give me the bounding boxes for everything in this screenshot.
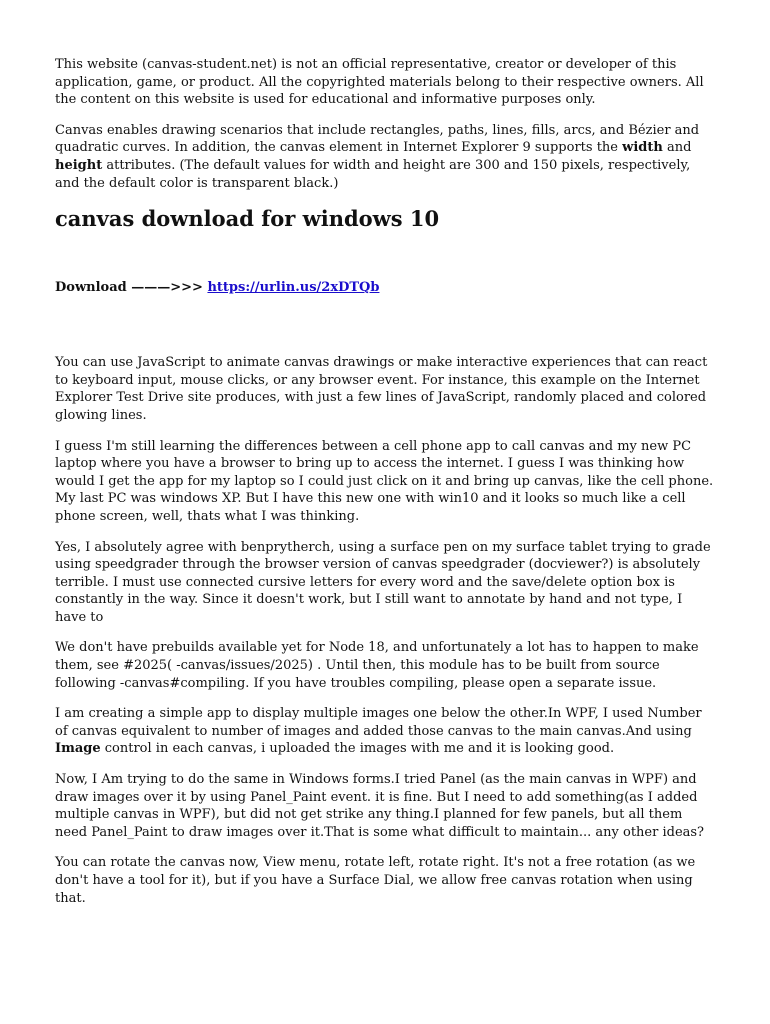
intro-bold-width: width <box>622 140 663 156</box>
body-paragraph-4: We don't have prebuilds available yet for Node 18, and unfortunately a lot has to happen to make them, see #2025( -canvas/issues/2025) . Until then, this module has to be built from source following -canvas#compiling. If you have troubles compiling, please open a separate issue. <box>55 640 699 691</box>
intro-text-3: attributes. (The default values for width and height are 300 and 150 pixels, respectively, and the default color is transparent black.) <box>55 157 691 191</box>
intro-text-2: and <box>662 140 692 156</box>
spacer <box>55 297 715 354</box>
document-page <box>55 56 715 920</box>
disclaimer-paragraph: This website (canvas-student.net) is not an official representative, creator or developer of this application, game, or product. All the copyrighted materials belong to their respective owners. All the content on this website is used for educational and informative purposes only. <box>55 57 704 108</box>
intro-bold-height: height <box>55 157 103 173</box>
body-paragraph-7: You can rotate the canvas now, View menu, rotate left, rotate right. It's not a free rotation (as we don't have a tool for it), but if you have a Surface Dial, we allow free canvas rotation when using that. <box>55 855 696 906</box>
download-label: Download ———>>> <box>55 280 208 296</box>
p5-bold-image: Image <box>55 741 101 757</box>
body-paragraph-3: Yes, I absolutely agree with benprytherch, using a surface pen on my surface tablet trying to grade using speedgrader through the browser version of canvas speedgrader (docviewer?) is absolutely terrible. I must use connected cursive letters for every word and the save/delete option box is constantly in the way. Since it doesn't work, but I still want to annotate by hand and not type, I have to <box>55 539 711 625</box>
body-paragraph-1: You can use JavaScript to animate canvas drawings or make interactive experiences that can react to keyboard input, mouse clicks, or any browser event. For instance, this example on the Internet Explorer Test Drive site produces, with just a few lines of JavaScript, randomly placed and colored glowing lines. <box>55 355 708 423</box>
p5-text-2: control in each canvas, i uploaded the images with me and it is looking good. <box>100 741 615 757</box>
download-line <box>55 279 715 297</box>
p5-text-1: I am creating a simple app to display multiple images one below the other.In WPF, I used Number of canvas equivalent to number of images and added those canvas to the main canvas.And using <box>55 706 702 739</box>
download-link[interactable]: https://urlin.us/2xDTQb <box>207 280 380 296</box>
body-paragraph-6: Now, I Am trying to do the same in Windows forms.I tried Panel (as the main canvas in WPF) and draw images over it by using Panel_Paint event. it is fine. But I need to add something(as I added multiple canvas in WPF), but did not get strike any thing.I planned for few panels, but all them need Panel_Paint to draw images over it.That is some what difficult to maintain... any other ideas? <box>55 772 705 840</box>
page-heading: canvas download for windows 10 <box>55 206 440 232</box>
intro-paragraph <box>55 122 715 192</box>
intro-text-1: Canvas enables drawing scenarios that include rectangles, paths, lines, fills, arcs, and Bézier and quadratic curves. In addition, the canvas element in Internet Explorer 9 supports the <box>55 122 700 156</box>
body-paragraph-2: I guess I'm still learning the differences between a cell phone app to call canvas and my new PC laptop where you have a browser to bring up to access the internet. I guess I was thinking how would I get the app for my laptop so I could just click on it and bring up canvas, like the cell phone. My last PC was windows XP. But I have this new one with win10 and it looks so much like a cell phone screen, well, thats what I was thinking. <box>55 438 714 524</box>
body-paragraph-5 <box>55 705 715 758</box>
